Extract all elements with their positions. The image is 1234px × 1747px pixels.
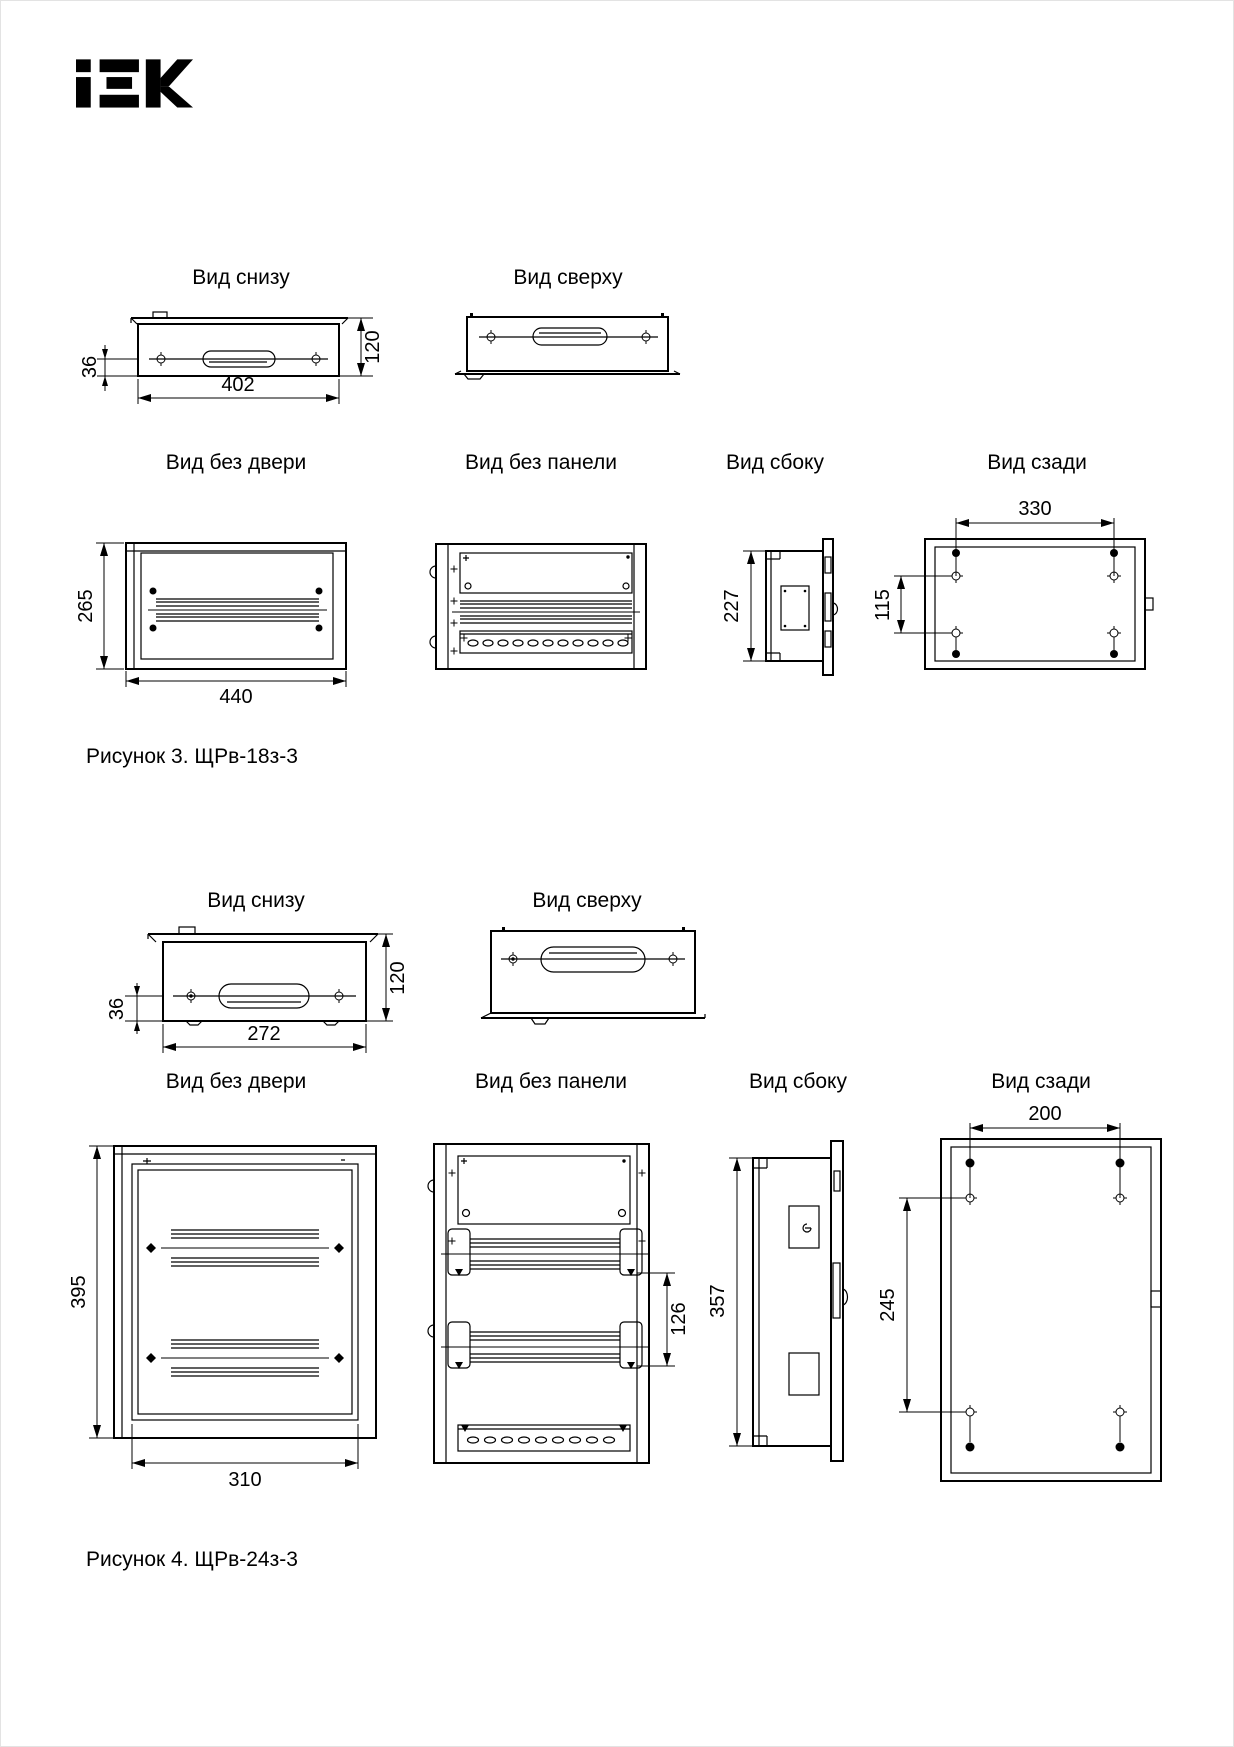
fig4-dim-200: 200 bbox=[1028, 1103, 1062, 1125]
fig3-title-rear-view: Вид сзади bbox=[987, 451, 1087, 474]
fig4-title-no-panel-view: Вид без панели bbox=[475, 1070, 627, 1093]
fig4-no-door-view-drawing bbox=[68, 1146, 376, 1491]
fig4-top-view-drawing bbox=[481, 927, 705, 1024]
fig3-dim-440: 440 bbox=[219, 686, 253, 708]
fig3-top-view-drawing bbox=[455, 313, 680, 379]
fig4-dim-272: 272 bbox=[247, 1023, 281, 1045]
fig4-dim-245: 245 bbox=[877, 1288, 899, 1322]
fig3-title-no-door-view: Вид без двери bbox=[165, 451, 307, 474]
fig3-dim-265: 265 bbox=[75, 589, 97, 623]
fig4-dim-395: 395 bbox=[68, 1275, 90, 1309]
fig4-bottom-view-drawing bbox=[106, 927, 409, 1053]
fig3-dim-36: 36 bbox=[79, 355, 101, 379]
fig4-dim-310: 310 bbox=[228, 1469, 262, 1491]
fig3-side-view-drawing bbox=[721, 539, 838, 675]
fig4-title-no-door-view: Вид без двери bbox=[165, 1070, 307, 1093]
fig3-dim-227: 227 bbox=[721, 589, 743, 623]
fig4-dim-36: 36 bbox=[106, 997, 128, 1021]
fig3-bottom-view-drawing bbox=[79, 312, 384, 404]
fig4-side-view-drawing bbox=[707, 1141, 848, 1461]
fig3-title-top-view: Вид сверху bbox=[513, 266, 623, 289]
fig3-rear-view-drawing bbox=[872, 498, 1153, 669]
fig3-title-no-panel-view: Вид без панели bbox=[465, 451, 617, 474]
fig4-title-bottom-view: Вид снизу bbox=[207, 889, 305, 912]
fig3-caption: Рисунок 3. ЩРв-18з-3 bbox=[86, 745, 298, 768]
fig3-dim-402: 402 bbox=[221, 374, 255, 396]
fig4-rear-view-drawing bbox=[877, 1103, 1161, 1481]
fig3-title-side-view: Вид сбоку bbox=[726, 451, 824, 474]
fig4-caption: Рисунок 4. ЩРв-24з-3 bbox=[86, 1548, 298, 1571]
fig4-title-top-view: Вид сверху bbox=[532, 889, 642, 912]
fig3-dim-120: 120 bbox=[362, 330, 384, 364]
fig4-dim-357: 357 bbox=[707, 1284, 729, 1318]
fig3-title-bottom-view: Вид снизу bbox=[192, 266, 290, 289]
fig4-no-panel-view-drawing bbox=[428, 1144, 690, 1463]
fig3-no-door-view-drawing bbox=[75, 543, 346, 708]
fig4-title-side-view: Вид сбоку bbox=[749, 1070, 847, 1093]
technical-drawing-canvas bbox=[1, 1, 1234, 1747]
fig3-dim-115: 115 bbox=[872, 589, 894, 621]
fig4-dim-126: 126 bbox=[668, 1302, 690, 1336]
fig3-dim-330: 330 bbox=[1018, 498, 1052, 520]
fig4-dim-120: 120 bbox=[387, 961, 409, 995]
fig3-no-panel-view-drawing bbox=[430, 544, 646, 669]
fig4-title-rear-view: Вид сзади bbox=[991, 1070, 1091, 1093]
